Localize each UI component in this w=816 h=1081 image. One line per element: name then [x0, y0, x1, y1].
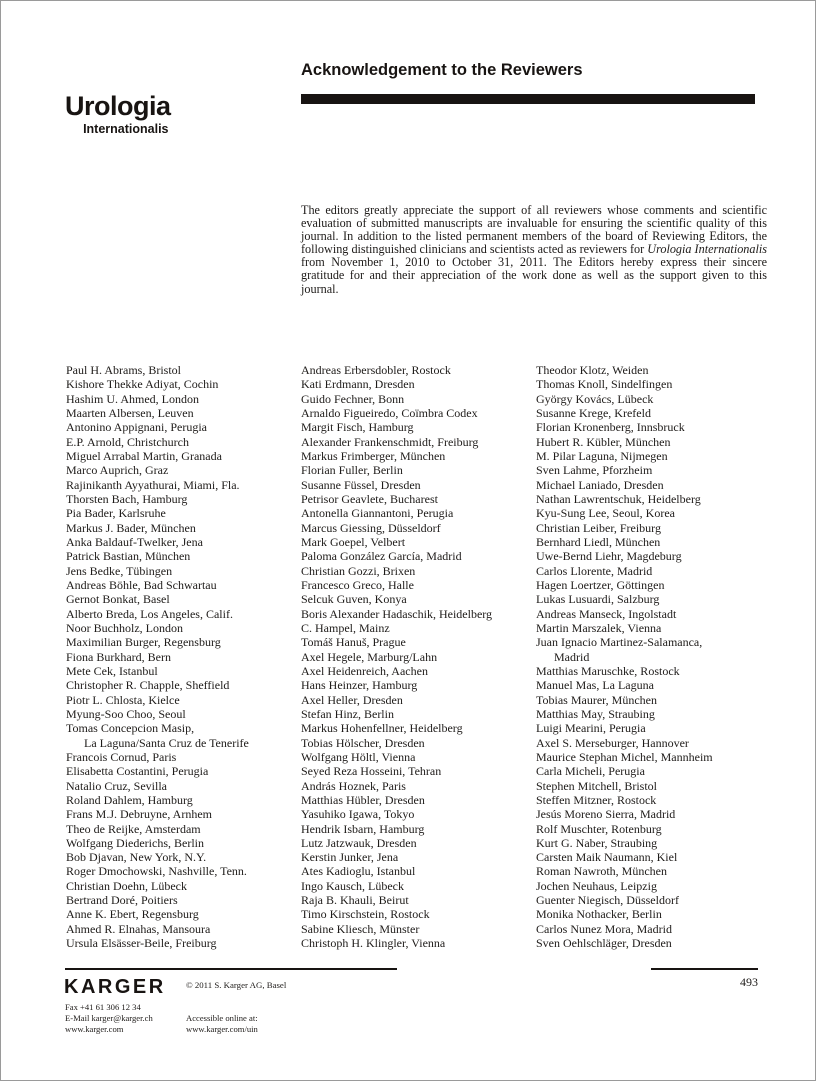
- reviewer-name: Tobias Hölscher, Dresden: [301, 735, 425, 750]
- reviewer-name: Marco Auprich, Graz: [66, 463, 169, 478]
- reviewer-name: Bob Djavan, New York, N.Y.: [66, 850, 207, 865]
- reviewer-name: Wolfgang Diederichs, Berlin: [66, 835, 204, 850]
- reviewer-name: Maximilian Burger, Regensburg: [66, 635, 221, 650]
- reviewer-name: Seyed Reza Hosseini, Tehran: [301, 764, 442, 779]
- reviewer-name: Wolfgang Höltl, Vienna: [301, 749, 416, 764]
- reviewer-name: M. Pilar Laguna, Nijmegen: [536, 448, 668, 463]
- reviewer-name: Christopher R. Chapple, Sheffield: [66, 678, 230, 693]
- online-access-info: [186, 1013, 258, 1035]
- reviewer-name: Susanne Krege, Krefeld: [536, 405, 651, 420]
- reviewer-name: Elisabetta Costantini, Perugia: [66, 764, 209, 779]
- reviewer-name: Sven Oehlschläger, Dresden: [536, 936, 672, 951]
- reviewer-name: Nathan Lawrentschuk, Heidelberg: [536, 491, 701, 506]
- reviewer-name: Kerstin Junker, Jena: [301, 850, 399, 865]
- reviewer-name: Mete Cek, Istanbul: [66, 663, 158, 678]
- reviewer-name: Timo Kirschstein, Rostock: [301, 907, 430, 922]
- intro-text-after: from November 1, 2010 to October 31, 2011. The Editors hereby express their sincere gratitude for and their appreciation of the work done as well as the support given to this journal.: [301, 255, 767, 296]
- publisher-contact: [65, 1002, 153, 1034]
- reviewer-name: Alberto Breda, Los Angeles, Calif.: [66, 606, 233, 621]
- reviewer-name: Roger Dmochowski, Nashville, Tenn.: [66, 864, 247, 879]
- reviewer-name: Lutz Jatzwauk, Dresden: [301, 835, 417, 850]
- reviewer-name: Axel S. Merseburger, Hannover: [536, 735, 689, 750]
- reviewer-name: Juan Ignacio Martinez-Salamanca,: [536, 635, 703, 650]
- reviewer-column-1: [66, 363, 301, 950]
- page-number: 493: [740, 975, 758, 989]
- reviewer-name: György Kovács, Lübeck: [536, 391, 654, 406]
- journal-name-italic: Urologia Internationalis: [647, 242, 767, 257]
- reviewer-name: Fiona Burkhard, Bern: [66, 649, 171, 664]
- reviewer-name: Selcuk Guven, Konya: [301, 592, 407, 607]
- publisher-logo: KARGER: [64, 976, 166, 998]
- reviewer-name: Steffen Mitzner, Rostock: [536, 792, 657, 807]
- reviewer-name: Maurice Stephan Michel, Mannheim: [536, 749, 713, 764]
- reviewer-name: Jens Bedke, Tübingen: [66, 563, 173, 578]
- reviewer-name: Theo de Reijke, Amsterdam: [66, 821, 201, 836]
- page-title: Acknowledgement to the Reviewers: [301, 61, 583, 79]
- reviewer-name: Stefan Hinz, Berlin: [301, 706, 394, 721]
- reviewer-name: Sven Lahme, Pforzheim: [536, 463, 653, 478]
- reviewer-name: Patrick Bastian, München: [66, 549, 191, 564]
- reviewer-name: Boris Alexander Hadaschik, Heidelberg: [301, 606, 493, 621]
- reviewer-name: Kati Erdmann, Dresden: [301, 377, 415, 392]
- reviewer-name: Guenter Niegisch, Düsseldorf: [536, 893, 679, 908]
- reviewer-name: Yasuhiko Igawa, Tokyo: [301, 807, 415, 822]
- footer-rule-left: [65, 968, 397, 970]
- reviewer-name: Uwe-Bernd Liehr, Magdeburg: [536, 549, 682, 564]
- reviewer-name: Tomáš Hanuš, Prague: [301, 635, 406, 650]
- reviewer-name: Axel Heller, Dresden: [301, 692, 403, 707]
- reviewer-name: Hubert R. Kübler, München: [536, 434, 671, 449]
- reviewer-name: Maarten Albersen, Leuven: [66, 405, 194, 420]
- reviewer-name: Ursula Elsässer-Beile, Freiburg: [66, 936, 217, 951]
- reviewer-name: Christian Gozzi, Brixen: [301, 563, 416, 578]
- reviewer-name: Ahmed R. Elnahas, Mansoura: [66, 921, 211, 936]
- reviewer-name: Andreas Böhle, Bad Schwartau: [66, 577, 217, 592]
- reviewer-name: Roman Nawroth, München: [536, 864, 667, 879]
- reviewer-name: Carsten Maik Naumann, Kiel: [536, 850, 678, 865]
- reviewer-name: Paloma González García, Madrid: [301, 549, 462, 564]
- reviewer-column-3: [536, 363, 771, 950]
- reviewer-column-2: [301, 363, 536, 950]
- reviewer-name: Paul H. Abrams, Bristol: [66, 363, 182, 377]
- reviewer-name: Noor Buchholz, London: [66, 620, 183, 635]
- reviewer-name: Florian Kronenberg, Innsbruck: [536, 420, 685, 435]
- reviewer-name: Carlos Llorente, Madrid: [536, 563, 653, 578]
- reviewer-name: Piotr L. Chlosta, Kielce: [66, 692, 180, 707]
- reviewer-name: Jesús Moreno Sierra, Madrid: [536, 807, 676, 822]
- reviewer-name: Michael Laniado, Dresden: [536, 477, 664, 492]
- reviewer-name: Christian Leiber, Freiburg: [536, 520, 661, 535]
- reviewer-name: Tomas Concepcion Masip,: [66, 721, 195, 736]
- reviewer-name: Rolf Muschter, Rotenburg: [536, 821, 662, 836]
- reviewer-name: Markus J. Bader, München: [66, 520, 196, 535]
- reviewer-name: Carla Micheli, Perugia: [536, 764, 645, 779]
- reviewer-name: Raja B. Khauli, Beirut: [301, 893, 409, 908]
- reviewer-name: Hans Heinzer, Hamburg: [301, 678, 418, 693]
- reviewer-name: Pia Bader, Karlsruhe: [66, 506, 166, 521]
- reviewer-name: Markus Frimberger, München: [301, 448, 446, 463]
- reviewer-name: Antonino Appignani, Perugia: [66, 420, 207, 435]
- reviewer-name: András Hoznek, Paris: [301, 778, 406, 793]
- reviewer-name: Madrid: [554, 649, 590, 664]
- reviewer-name: Matthias Maruschke, Rostock: [536, 663, 680, 678]
- reviewer-name: Anne K. Ebert, Regensburg: [66, 907, 199, 922]
- reviewer-name: Theodor Klotz, Weiden: [536, 363, 649, 377]
- reviewer-name: Gernot Bonkat, Basel: [66, 592, 170, 607]
- reviewer-name: Petrisor Geavlete, Bucharest: [301, 491, 438, 506]
- reviewer-name: Arnaldo Figueiredo, Coïmbra Codex: [301, 405, 478, 420]
- reviewer-name: Manuel Mas, La Laguna: [536, 678, 654, 693]
- reviewer-name: Carlos Nunez Mora, Madrid: [536, 921, 672, 936]
- reviewer-name: Marcus Giessing, Düsseldorf: [301, 520, 441, 535]
- reviewer-name: Myung-Soo Choo, Seoul: [66, 706, 186, 721]
- reviewer-name: Kishore Thekke Adiyat, Cochin: [66, 377, 219, 392]
- reviewer-name: Andreas Erbersdobler, Rostock: [301, 363, 451, 377]
- reviewer-name: Susanne Füssel, Dresden: [301, 477, 421, 492]
- reviewer-name: Miguel Arrabal Martin, Granada: [66, 448, 222, 463]
- reviewer-name: Matthias Hübler, Dresden: [301, 792, 425, 807]
- reviewer-name: Kyu-Sung Lee, Seoul, Korea: [536, 506, 675, 521]
- reviewer-name: Bernhard Liedl, München: [536, 534, 661, 549]
- reviewer-name: Matthias May, Straubing: [536, 706, 655, 721]
- reviewer-name: Francesco Greco, Halle: [301, 577, 414, 592]
- reviewer-name: La Laguna/Santa Cruz de Tenerife: [84, 735, 249, 750]
- reviewer-name: Luigi Mearini, Perugia: [536, 721, 646, 736]
- publisher-website: www.karger.com: [65, 1023, 124, 1034]
- intro-text-before: The editors greatly appreciate the support of all reviewers whose comments and scientific evaluation of submitted manuscripts are invaluable for ensuring the scientific quality of this journal. In addition to the listed permanent members of the board of Reviewing Editors, the following distinguished clinicians and scientists acted as reviewers for: [301, 203, 767, 257]
- reviewer-name: E.P. Arnold, Christchurch: [66, 434, 189, 449]
- reviewer-name: Anka Baldauf-Twelker, Jena: [66, 534, 203, 549]
- reviewer-name: Rajinikanth Ayyathurai, Miami, Fla.: [66, 477, 240, 492]
- reviewer-name: Francois Cornud, Paris: [66, 749, 177, 764]
- reviewer-name: Axel Hegele, Marburg/Lahn: [301, 649, 438, 664]
- copyright-notice: © 2011 S. Karger AG, Basel: [186, 980, 287, 990]
- reviewer-name: Florian Fuller, Berlin: [301, 463, 403, 478]
- reviewer-name: Hashim U. Ahmed, London: [66, 391, 199, 406]
- reviewer-name: Andreas Manseck, Ingolstadt: [536, 606, 677, 621]
- reviewer-name: Guido Fechner, Bonn: [301, 391, 405, 406]
- reviewer-name: Alexander Frankenschmidt, Freiburg: [301, 434, 479, 449]
- reviewer-name: Markus Hohenfellner, Heidelberg: [301, 721, 463, 736]
- reviewer-name: Natalio Cruz, Sevilla: [66, 778, 167, 793]
- reviewer-name: Thomas Knoll, Sindelfingen: [536, 377, 673, 392]
- footer-rule-right: [651, 968, 758, 970]
- reviewer-name: Antonella Giannantoni, Perugia: [301, 506, 454, 521]
- reviewer-name: Thorsten Bach, Hamburg: [66, 491, 188, 506]
- title-rule-bar: [301, 94, 755, 104]
- reviewer-name: Ingo Kausch, Lübeck: [301, 878, 404, 893]
- online-access-label: Accessible online at:: [186, 1012, 258, 1023]
- reviewer-name: Tobias Maurer, München: [536, 692, 657, 707]
- reviewer-name: Christian Doehn, Lübeck: [66, 878, 187, 893]
- intro-paragraph: [301, 204, 767, 296]
- reviewer-name: Christoph H. Klingler, Vienna: [301, 936, 446, 951]
- reviewer-name: Stephen Mitchell, Bristol: [536, 778, 657, 793]
- reviewer-name: C. Hampel, Mainz: [301, 620, 390, 635]
- reviewer-name: Roland Dahlem, Hamburg: [66, 792, 193, 807]
- reviewer-name: Frans M.J. Debruyne, Arnhem: [66, 807, 212, 822]
- reviewer-name: Lukas Lusuardi, Salzburg: [536, 592, 660, 607]
- journal-logo-title: Urologia: [65, 91, 171, 121]
- reviewer-name: Ates Kadioglu, Istanbul: [301, 864, 416, 879]
- reviewer-name: Kurt G. Naber, Straubing: [536, 835, 658, 850]
- reviewer-name: Sabine Kliesch, Münster: [301, 921, 420, 936]
- reviewer-name: Jochen Neuhaus, Leipzig: [536, 878, 657, 893]
- journal-logo-subtitle: Internationalis: [83, 122, 169, 136]
- reviewer-name: Hendrik Isbarn, Hamburg: [301, 821, 425, 836]
- reviewer-name: Margit Fisch, Hamburg: [301, 420, 414, 435]
- journal-logo: [65, 93, 171, 136]
- publisher-email: E-Mail karger@karger.ch: [65, 1012, 153, 1023]
- reviewer-name: Axel Heidenreich, Aachen: [301, 663, 428, 678]
- reviewer-name: Martin Marszalek, Vienna: [536, 620, 662, 635]
- reviewer-name: Bertrand Doré, Poitiers: [66, 893, 178, 908]
- reviewer-name: Monika Nothacker, Berlin: [536, 907, 662, 922]
- publisher-fax: Fax +41 61 306 12 34: [65, 1002, 141, 1012]
- online-access-url: www.karger.com/uin: [186, 1023, 258, 1034]
- reviewer-name: Hagen Loertzer, Göttingen: [536, 577, 665, 592]
- reviewer-name: Mark Goepel, Velbert: [301, 534, 406, 549]
